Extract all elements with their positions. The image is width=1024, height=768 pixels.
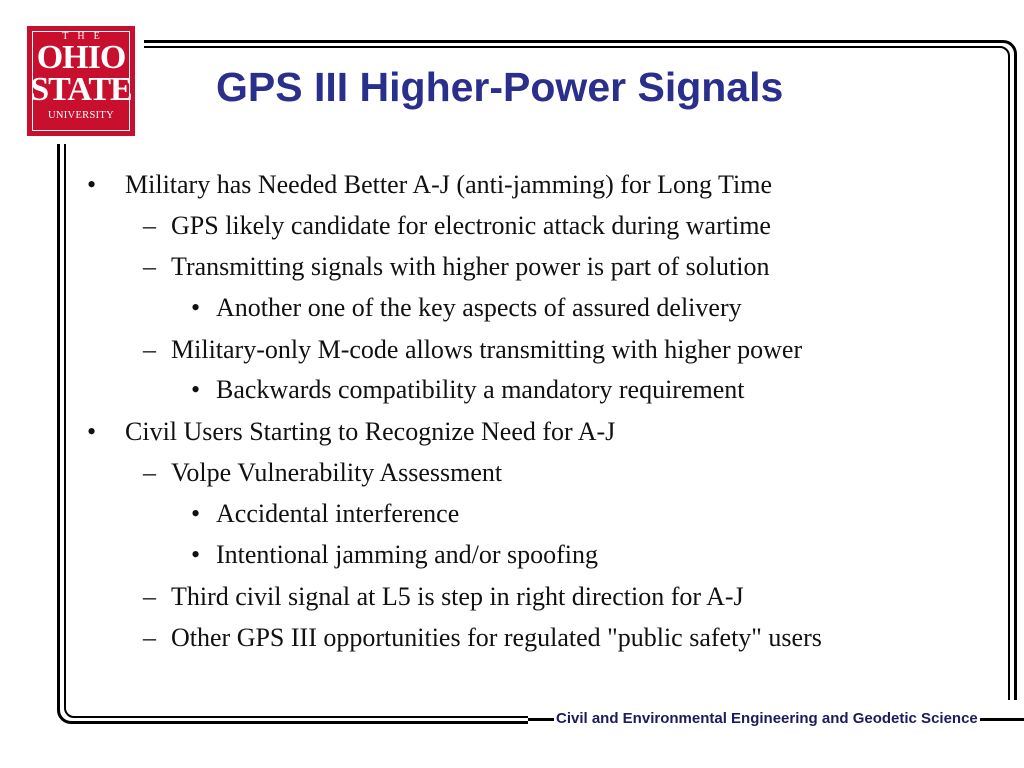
sub-sub-bullet-text: Intentional jamming and/or spoofing	[216, 540, 598, 569]
sub-sub-bullet-marker: •	[191, 499, 201, 528]
sub-bullet-text: Military-only M-code allows transmitting with higher power	[171, 335, 803, 364]
logo-line-university: UNIVERSITY	[48, 110, 114, 121]
university-logo	[27, 26, 135, 136]
sub-bullet-marker: –	[143, 211, 156, 240]
sub-bullet-marker: –	[143, 582, 156, 611]
sub-bullet-item	[143, 580, 744, 614]
sub-sub-bullet-text: Backwards compatibility a mandatory requirement	[216, 375, 745, 404]
sub-bullet-text: Third civil signal at L5 is step in right direction for A-J	[171, 582, 744, 611]
sub-bullet-text: GPS likely candidate for electronic attack during wartime	[171, 211, 771, 240]
sub-bullet-marker: –	[143, 335, 156, 364]
sub-bullet-item	[143, 621, 822, 655]
sub-sub-bullet-marker: •	[191, 293, 201, 322]
slide-title: GPS III Higher-Power Signals	[216, 64, 784, 110]
sub-sub-bullet-item	[191, 538, 598, 572]
sub-bullet-text: Transmitting signals with higher power is part of solution	[171, 252, 770, 281]
sub-bullet-marker: –	[143, 252, 156, 281]
logo-line-the: THE	[62, 31, 109, 42]
sub-sub-bullet-marker: •	[191, 375, 201, 404]
sub-bullet-marker: –	[143, 458, 156, 487]
logo-line-state: STATE	[30, 71, 132, 108]
bullet-text: Civil Users Starting to Recognize Need for A-J	[125, 417, 616, 446]
logo-line-ohio: OHIO	[36, 39, 126, 76]
bullet-text: Military has Needed Better A-J (anti-jamming) for Long Time	[125, 170, 772, 199]
bullet-marker: •	[87, 417, 97, 446]
sub-bullet-marker: –	[143, 623, 156, 652]
sub-sub-bullet-item	[191, 373, 745, 407]
bullet-item	[87, 168, 772, 202]
bullet-item	[87, 415, 616, 449]
sub-sub-bullet-item	[191, 291, 742, 325]
sub-bullet-item	[143, 209, 771, 243]
sub-bullet-text: Other GPS III opportunities for regulated "public safety" users	[171, 623, 822, 652]
footer-department: Civil and Environmental Engineering and Geodetic Science	[556, 710, 978, 727]
sub-sub-bullet-text: Accidental interference	[216, 499, 460, 528]
sub-bullet-text: Volpe Vulnerability Assessment	[171, 458, 503, 487]
sub-sub-bullet-item	[191, 497, 460, 531]
sub-bullet-item	[143, 456, 503, 490]
sub-sub-bullet-marker: •	[191, 540, 201, 569]
sub-bullet-item	[143, 250, 770, 284]
sub-bullet-item	[143, 333, 803, 367]
sub-sub-bullet-text: Another one of the key aspects of assured delivery	[216, 293, 742, 322]
bullet-marker: •	[87, 170, 97, 199]
